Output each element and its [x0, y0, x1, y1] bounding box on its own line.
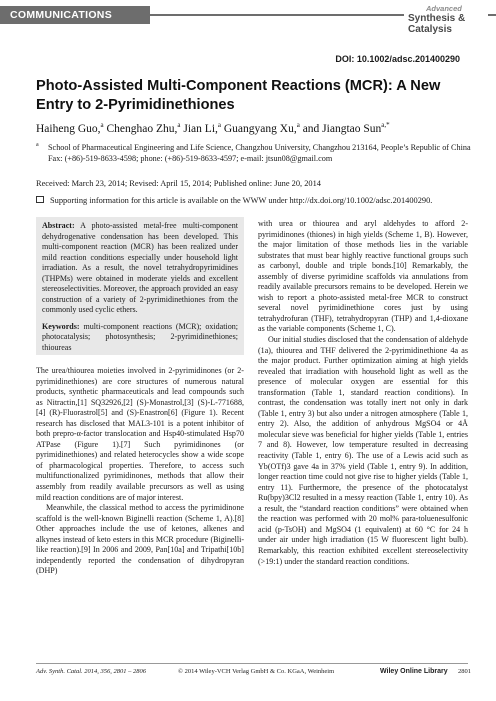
- footer-rule: [36, 663, 468, 664]
- page-number: 2801: [458, 668, 471, 675]
- author-sup: a,*: [381, 121, 390, 129]
- article-title: Photo-Assisted Multi-Component Reactions (MCR): A New Entry to 2-Pyrimidinethiones: [36, 78, 441, 113]
- author-name: Guangyang Xu,: [223, 122, 297, 135]
- body-paragraph: Our initial studies disclosed that the condensation of aldehyde (1a), thiourea and THF delivered the 2-pyrimidinethione 4a as the major product. Further optimization aiming at high yields revealed that irradiation with household light as well as the presence of molecular oxygen are essential for this transformation (Table 1, standard reaction conditions). In contrast, the condensation was totally inert not only in dark (Table 1, entry 3) but also under a nitrogen atmosphere (Table 1, entry 2). Also, the addition of anhydrous MgSO4 or 4Å molecular sieve was beneficial for higher yields (Table 1, entries 7 and 8). However, low temperature resulted in decreasing reactivity (Table 1, entry 6). The use of a Lewis acid such as Yb(OTf)3 gave 4a in 37% yield (Table 1, entry 9). In addition, longer reaction time could not give rise to higher yields (Table 1, entry 11). Furthermore, the presence of the photocatalyst Ru(bpy)3Cl2 resulted in a messy reaction (Table 1, entry 10). As a result, the “standard reaction conditions” were obtained when the reaction was performed with 20 mol% para-toluenesulfonic acid (p-TsOH) and MgSO4 (1 equivalent) at 60 °C for 24 h under air under high irradiation (15 W fluorescent light bulb). Remarkably, this reaction exhibited excellent stereoselectivity (>19:1) under the standard reaction conditions.: [258, 335, 468, 566]
- logo-line-2: Synthesis &: [408, 13, 466, 24]
- abstract-box: [36, 217, 244, 355]
- section-band: [0, 6, 150, 24]
- body-paragraph: Meanwhile, the classical method to access the pyrimidinone scaffold is the well-known Biginelli reaction (Scheme 1, A).[8] Other approaches include the use of ketones, alkenes and alkynes instead of keto esters in this MCR procedure (Biginelli-like reaction).[9] In 2006 and 2009, Pan[10a] and Tripathi[10b] independently reported the condensation of dihydropyran (DHP): [36, 503, 244, 576]
- document-icon: [36, 196, 44, 203]
- author-name: Chenghao Zhu,: [106, 122, 178, 135]
- affiliation-mark: a: [36, 142, 39, 148]
- footer-copyright: © 2014 Wiley-VCH Verlag GmbH & Co. KGaA, Weinheim: [178, 668, 335, 675]
- keywords: [42, 322, 238, 354]
- body-column-right: [258, 219, 468, 567]
- body-paragraph: The urea/thiourea moieties involved in 2-pyrimidinones (or 2-pyrimidinethiones) are core structures of numerous natural products, synthetic pharmaceuticals and lead compounds such as Nitractin,[1] SQ32926,[2] (S)-Monastrol,[3] (S)-L-771688,[4] (R)-Fluorastrol[5] and (S)-Enastron[6] (Figure 1). Recent research has disclosed that MAL3-101 is a potent inhibitor of both prepro-α-factor translocation and Hsp40-stimulated Hsp70 ATPase (Figure 1).[7] Such pyrimidinones (or pyrimidinethiones) and related heterocycles show a wide scope of pharmacological properties. Therefore, to access such multifunctionalized pyrimidinones, methods that allow their assembly from readily available precursors as well as using mild reaction conditions are of major interest.: [36, 366, 244, 502]
- footer-library: Wiley Online Library: [380, 668, 448, 675]
- authors: [36, 121, 390, 135]
- supporting-info: [36, 196, 486, 205]
- author-sup: a: [177, 121, 181, 129]
- author-sup: a: [100, 121, 104, 129]
- logo-line-1: Advanced: [426, 4, 462, 13]
- affiliation-text: School of Pharmaceutical Engineering and Life Science, Changzhou University, Changzhou 213164, People’s Republic of China: [48, 143, 471, 152]
- keywords-text: multi-component reactions (MCR); oxidation; photocatalysis; photosynthesis; 2-pyrimidinethiones; thioureas: [42, 321, 238, 353]
- abstract-text: A photo-assisted metal-free multi-component dehydrogenative condensation has been developed. This multi-component reaction (MCR) has been realized under mild reaction conditions especially under household light irradiation. As a result, the novel tetrahydropyrimidines (THPMs) were obtained in moderate yields and excellent stereoselectivities. Moreover, the approach provided an easy construction of a variety of 2-pyrimidinethiones from the commonly used cyclic ethers.: [42, 221, 238, 315]
- affiliation: [36, 142, 476, 164]
- body-paragraph: with urea or thiourea and aryl aldehydes to afford 2-pyrimidinones (thiones) in high yields (Scheme 1, B). However, the major limitation of those methods lies in the variable substrates that must bear highly reactive functional groups such as carbonyl, double and triple bonds.[10] Remarkably, the assembly of diverse pyrimidine scaffolds via annulations from readily available precursors remains to be developed. Herein we wish to report a photo-assisted metal-free MCR to construct several novel pyrimidinethione cores just by using tetrahydrofuran (THF), tetrahydropyran (THP) and 1,4-dioxane as the variable components (Scheme 1, C).: [258, 219, 468, 334]
- author-sup: a: [217, 121, 221, 129]
- logo-line-3: Catalysis: [408, 24, 452, 35]
- received-dates: Received: March 23, 2014; Revised: April 15, 2014; Published online: June 20, 2014: [36, 179, 321, 188]
- body-column-left: [36, 366, 244, 577]
- abstract-label: Abstract:: [42, 221, 75, 230]
- author-name: and Jiangtao Sun: [302, 122, 382, 135]
- doi: DOI: 10.1002/adsc.201400290: [335, 54, 460, 64]
- supporting-info-text: Supporting information for this article is available on the WWW under http://dx.doi.org/10.1002/adsc.201400290.: [50, 196, 433, 205]
- author-sup: a: [296, 121, 300, 129]
- author-name: Haiheng Guo,: [36, 122, 101, 135]
- section-label: COMMUNICATIONS: [10, 9, 112, 21]
- journal-logo: [404, 4, 488, 38]
- affiliation-contact: Fax: (+86)-519-8633-4598; phone: (+86)-519-8633-4597; e-mail: jtsun08@gmail.com: [48, 154, 333, 163]
- keywords-label: Keywords:: [42, 321, 80, 331]
- footer-citation: Adv. Synth. Catal. 2014, 356, 2801 – 2806: [36, 668, 147, 675]
- author-name: Jian Li,: [183, 122, 218, 135]
